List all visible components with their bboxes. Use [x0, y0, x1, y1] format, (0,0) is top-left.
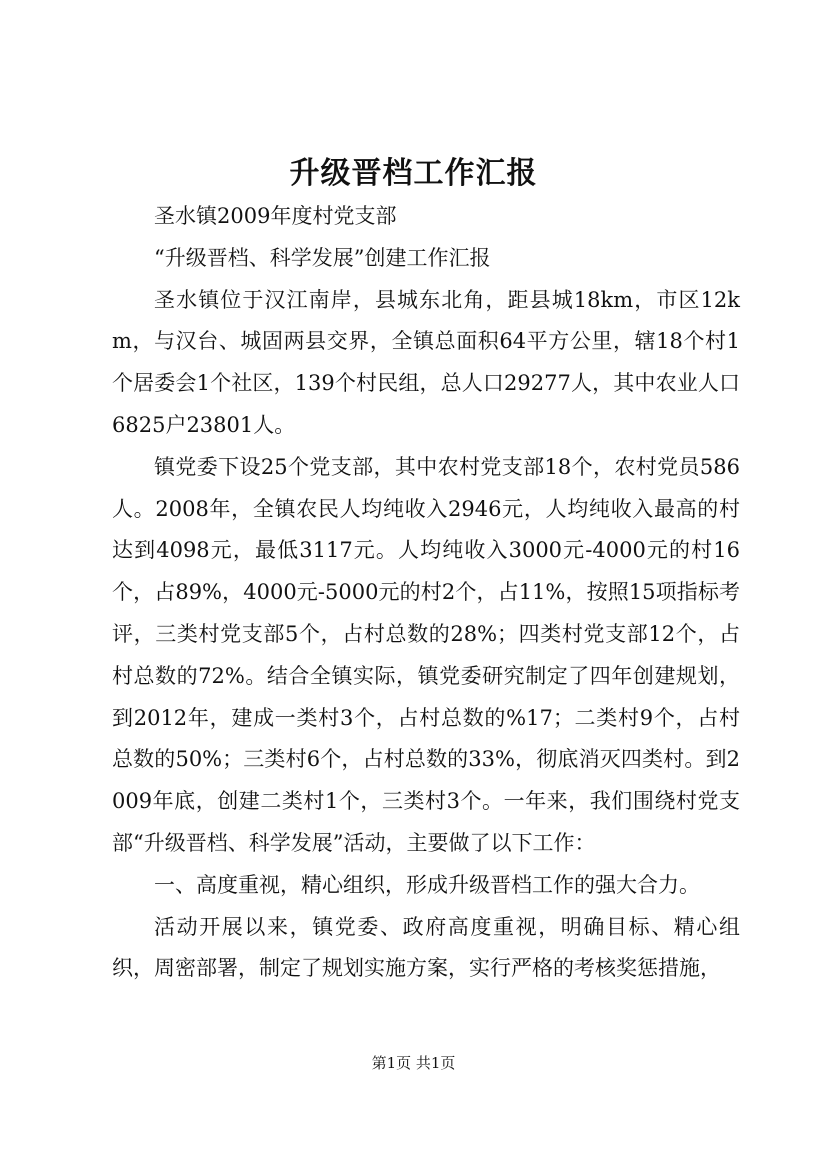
paragraph-activity-start: 活动开展以来，镇党委、政府高度重视，明确目标、精心组织，周密部署，制定了规划实施方案，实行严格的考核奖惩措施，	[112, 914, 740, 981]
document-body	[112, 196, 740, 990]
paragraph-subtitle-line-2: “升级晋档、科学发展”创建工作汇报	[154, 245, 491, 270]
paragraph-subtitle-line-1: 圣水镇2009年度村党支部	[154, 204, 397, 228]
document-title: 升级晋档工作汇报	[289, 156, 538, 191]
paragraph-party-branches: 镇党委下设25个党支部，其中农村党支部18个，农村党员586人。2008年，全镇农民人均纯收入2946元，人均纯收入最高的村达到4098元，最低3117元。人均纯收入3000元-4000元的村16个，占89%，4000元-5000元的村2个，占11%，按照15项指标考评，三类村党支部5个，占村总数的28%；四类村党支部12个，占村总数的72%。结合全镇实际，镇党委研究制定了四年创建规划，到2012年，建成一类村3个，占村总数的%17；二类村9个，占村总数的50%；三类村6个，占村总数的33%，彻底消灭四类村。到2009年底，创建二类村1个，三类村3个。一年来，我们围绕村党支部“升级晋档、科学发展”活动，主要做了以下工作：	[112, 454, 740, 855]
paragraph-town-overview: 圣水镇位于汉江南岸，县城东北角，距县城18km，市区12km，与汉台、城固两县交界，全镇总面积64平方公里，辖18个村1个居委会1个社区，139个村民组，总人口29277人，其中农业人口6825户23801人。	[112, 287, 740, 437]
page-footer: 第1页 共1页	[371, 1054, 456, 1072]
paragraph-section-heading-1: 一、高度重视，精心组织，形成升级晋档工作的强大合力。	[154, 872, 700, 897]
